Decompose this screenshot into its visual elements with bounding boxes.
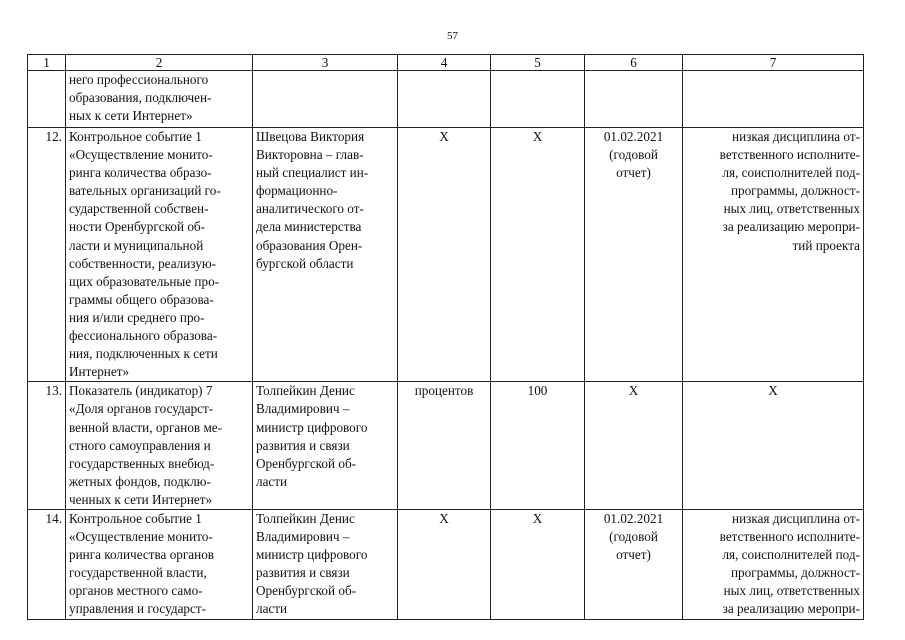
value-cell <box>491 128 585 382</box>
responsible-text: Толпейкин Денис Владимирович – министр цифрового развития и связи Оренбургской об- ласти <box>256 510 368 617</box>
date-text: X <box>628 383 639 399</box>
table-header-row <box>28 55 864 71</box>
responsible-text: Толпейкин Денис Владимирович – министр цифрового развития и связи Оренбургской об- ласти <box>256 383 368 489</box>
event-cell <box>66 509 253 619</box>
header-cell: 7 <box>683 55 864 71</box>
row-number-cell <box>28 128 66 382</box>
header-cell: 2 <box>66 55 253 71</box>
table-row <box>28 509 864 619</box>
row-number: 12. <box>45 129 62 144</box>
value-cell <box>491 509 585 619</box>
value-text: 100 <box>527 383 548 399</box>
value-text: X <box>532 129 543 144</box>
value-text: X <box>532 510 543 526</box>
header-cell: 4 <box>398 55 491 71</box>
table-row <box>28 382 864 510</box>
event-text: Контрольное событие 1 «Осуществление монито- ринга количества образо- вательных организаций го- сударственной собствен- ности Оренбургской об- ласти и муниципальной собственности, реализую- щих образовательные про- граммы общего образова- ния и/или среднего про- фессионального образова- ния, подключенных к сети Интернет» <box>69 129 221 380</box>
responsible-cell <box>253 382 398 510</box>
event-cell <box>66 128 253 382</box>
row-number-cell <box>28 382 66 510</box>
header-cell: 3 <box>253 55 398 71</box>
row-number-cell <box>28 71 66 128</box>
table-row <box>28 71 864 128</box>
risk-cell <box>683 128 864 382</box>
unit-cell <box>398 509 491 619</box>
header-cell: 5 <box>491 55 585 71</box>
risk-cell <box>683 382 864 510</box>
event-text: Контрольное событие 1 «Осуществление монито- ринга количества органов государственной власти, органов местного само- управления и государст- <box>69 510 215 617</box>
date-text: 01.02.2021 (годовой отчет) <box>603 129 664 181</box>
responsible-text: Швецова Виктория Викторовна – глав- ный специалист ин- формационно- аналитического от- дела министерства образования Орен- бургской области <box>256 129 369 271</box>
value-cell <box>491 382 585 510</box>
risk-text: низкая дисциплина от- ветственного исполните- ля, соисполнителей под- программы, должност- ных лиц, ответственных за реализацию меропри- тий проекта <box>719 129 860 253</box>
event-text: Показатель (индикатор) 7 «Доля органов государст- венной власти, органов ме- стного самоуправления и государственных внебюд- жетных фондов, подклю- ченных к сети Интернет» <box>69 383 223 507</box>
event-text: него профессионального образования, подключен- ных к сети Интернет» <box>69 72 212 124</box>
header-cell: 1 <box>28 55 66 71</box>
value-cell <box>491 71 585 128</box>
risk-text: X <box>768 383 778 399</box>
event-cell <box>66 382 253 510</box>
unit-text: X <box>439 510 449 526</box>
event-cell <box>66 71 253 128</box>
responsible-cell <box>253 509 398 619</box>
date-cell <box>585 382 683 510</box>
date-cell <box>585 509 683 619</box>
unit-text: X <box>439 129 449 144</box>
risk-text: низкая дисциплина от- ветственного исполните- ля, соисполнителей под- программы, должност- ных лиц, ответственных за реализацию меропри- <box>719 510 860 617</box>
risk-cell <box>683 509 864 619</box>
unit-text: процентов <box>414 383 474 399</box>
page-number: 57 <box>447 30 458 42</box>
unit-cell <box>398 382 491 510</box>
risk-cell <box>683 71 864 128</box>
responsible-cell <box>253 128 398 382</box>
header-cell: 6 <box>585 55 683 71</box>
date-text: 01.02.2021 (годовой отчет) <box>603 510 664 563</box>
row-number-cell <box>28 509 66 619</box>
row-number: 13. <box>45 383 62 399</box>
date-cell <box>585 71 683 128</box>
table-row <box>28 128 864 382</box>
document-table <box>27 54 864 620</box>
responsible-cell <box>253 71 398 128</box>
row-number: 14. <box>45 510 62 526</box>
date-cell <box>585 128 683 382</box>
unit-cell <box>398 128 491 382</box>
unit-cell <box>398 71 491 128</box>
